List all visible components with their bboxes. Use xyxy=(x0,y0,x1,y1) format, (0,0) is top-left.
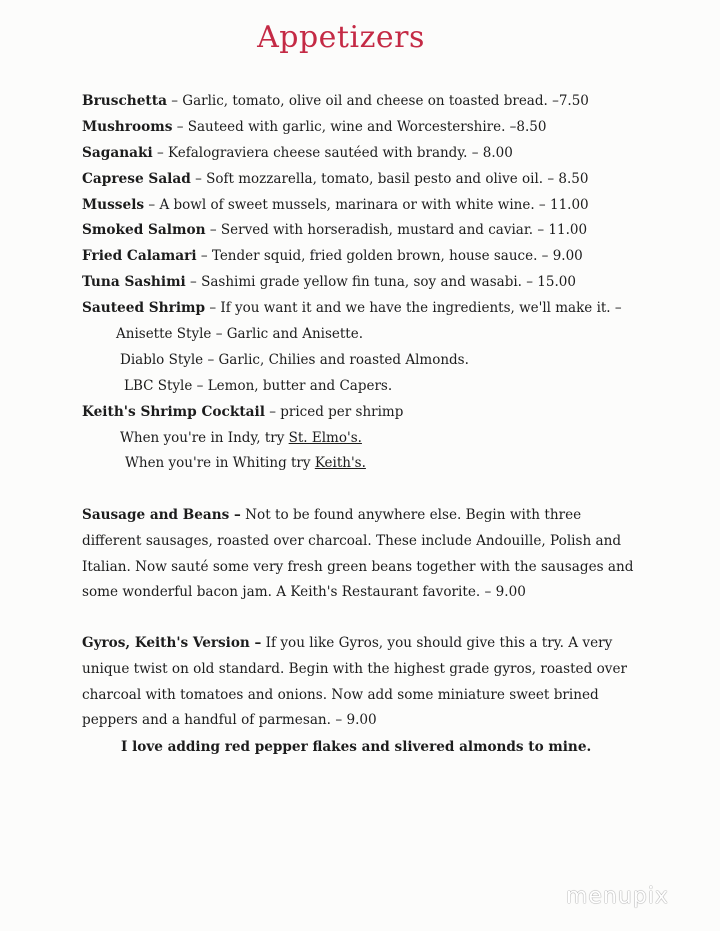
shrimp-style-anisette: Anisette Style – Garlic and Anisette. xyxy=(116,326,364,343)
item-description: – Tender squid, fried golden brown, house sauce. – 9.00 xyxy=(196,248,583,265)
menu-item xyxy=(82,89,682,115)
item-name: Keith's Shrimp Cocktail xyxy=(82,403,265,420)
item-name: Caprese Salad xyxy=(82,170,191,187)
whiting-text: When you're in Whiting try xyxy=(125,455,315,472)
st-elmos-link[interactable]: St. Elmo's. xyxy=(288,429,362,446)
appetizer-list xyxy=(82,89,682,477)
gyros-paragraph xyxy=(82,631,642,734)
item-name: Tuna Sashimi xyxy=(82,274,186,291)
keiths-link[interactable]: Keith's. xyxy=(314,455,366,472)
menupix-watermark: menupix xyxy=(566,884,669,909)
gyros-note: I love adding red pepper flakes and slivered almonds to mine. xyxy=(121,739,592,755)
item-description: – Soft mozzarella, tomato, basil pesto and olive oil. – 8.50 xyxy=(190,170,589,187)
menu-item xyxy=(82,141,682,167)
menu-item xyxy=(82,244,682,270)
menu-item xyxy=(82,296,682,322)
item-description: If you like Gyros, you should give this a try. A very unique twist on old standard. Begin with the highest grade gyros, roasted over charcoal with tomatoes and onions. Now add some miniature sweet brined peppers and a handful of parmesan. – 9.00 xyxy=(82,635,628,729)
shrimp-style-lbc: LBC Style – Lemon, butter and Capers. xyxy=(124,377,393,394)
item-name: Bruschetta xyxy=(82,93,167,109)
sausage-and-beans-paragraph xyxy=(82,503,642,606)
item-description: – If you want it and we have the ingredients, we'll make it. – xyxy=(205,300,622,317)
item-description: Not to be found anywhere else. Begin with three different sausages, roasted over charcoal. These include Andouille, Polish and Italian. Now sauté some very fresh green beans together with the sausages and some wonderful bacon jam. A Keith's Restaurant favorite. – 9.00 xyxy=(82,507,634,601)
shrimp-style-diablo: Diablo Style – Garlic, Chilies and roasted Almonds. xyxy=(120,351,469,368)
item-description: – Garlic, tomato, olive oil and cheese on toasted bread. –7.50 xyxy=(166,93,589,109)
item-description: – A bowl of sweet mussels, marinara or with white wine. – 11.00 xyxy=(144,196,589,213)
item-name: Gyros, Keith's Version – xyxy=(82,635,262,651)
whiting-recommendation xyxy=(82,451,682,477)
item-description: – Sashimi grade yellow fin tuna, soy and wasabi. – 15.00 xyxy=(185,274,576,291)
page-title: Appetizers xyxy=(257,20,425,55)
item-name: Mussels xyxy=(82,196,145,213)
item-name: Fried Calamari xyxy=(82,248,197,265)
menu-item-shrimp-cocktail xyxy=(82,400,682,426)
indy-recommendation xyxy=(82,426,682,452)
menu-item xyxy=(82,270,682,296)
item-name: Sauteed Shrimp xyxy=(82,300,206,317)
indy-text: When you're in Indy, try xyxy=(120,429,289,446)
item-name: Saganaki xyxy=(82,144,153,161)
item-name: Smoked Salmon xyxy=(82,222,206,239)
item-description: – Served with horseradish, mustard and caviar. – 11.00 xyxy=(205,222,588,239)
item-description: – priced per shrimp xyxy=(264,403,404,420)
item-description: – Kefalograviera cheese sautéed with brandy. – 8.00 xyxy=(152,144,513,161)
item-name: Sausage and Beans – xyxy=(82,507,241,523)
item-description: – Sauteed with garlic, wine and Worcestershire. –8.50 xyxy=(172,118,547,135)
menu-item xyxy=(82,167,682,193)
menu-item xyxy=(82,115,682,141)
menu-item xyxy=(82,218,682,244)
menu-item xyxy=(82,193,682,219)
item-name: Mushrooms xyxy=(82,118,173,135)
